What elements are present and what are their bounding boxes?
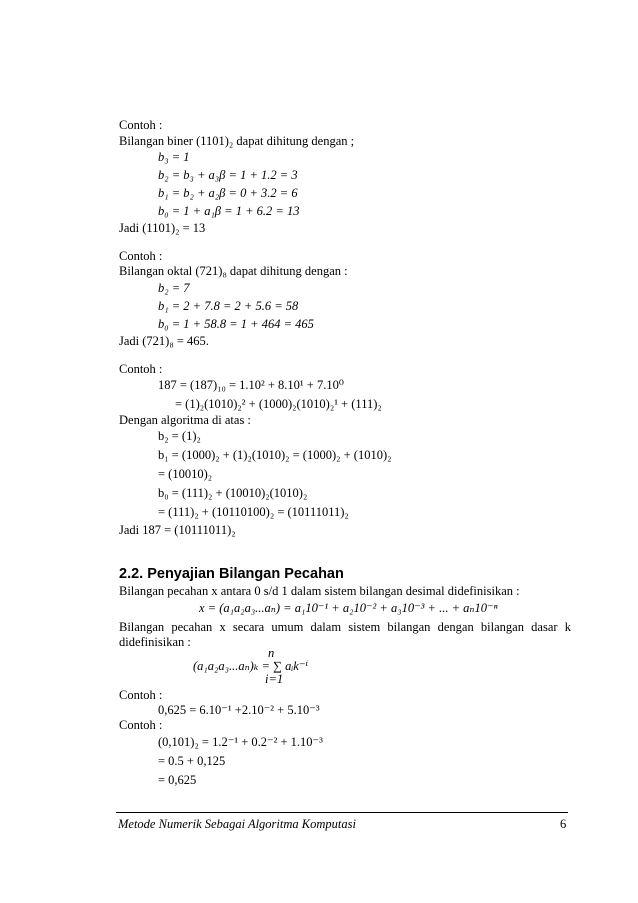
text-line-l04: b₂ = b₃ + a₃β = 1 + 1.2 = 3: [158, 168, 298, 182]
text-line-l37: = 0,625: [158, 773, 197, 787]
text-line-l20: = (10010)₂: [158, 467, 213, 481]
text-line-l33: 0,625 = 6.10⁻¹ +2.10⁻² + 5.10⁻³: [158, 703, 320, 717]
footer-title: Metode Numerik Sebagai Algoritma Komputasi: [118, 817, 356, 831]
text-line-l30: n: [268, 646, 275, 660]
text-line-l05: b₁ = b₂ + a₂β = 0 + 3.2 = 6: [158, 186, 298, 200]
text-line-l25: Bilangan pecahan x antara 0 s/d 1 dalam sistem bilangan desimal didefinisikan :: [119, 584, 520, 598]
text-line-l19: b₁ = (1000)₂ + (1)₂(1010)₂ = (1000)₂ + (1010)₂: [158, 448, 392, 462]
text-line-l21: b₀ = (111)₂ + (10010)₂(1010)₂: [158, 486, 308, 500]
text-line-l17: Dengan algoritma di atas :: [119, 413, 251, 427]
text-line-l02: Bilangan biner (1101)₂ dapat dihitung dengan ;: [119, 134, 355, 148]
text-line-l07: Jadi (1101)₂ = 13: [119, 221, 206, 235]
text-line-l06: b₀ = 1 + a₁β = 1 + 6.2 = 13: [158, 204, 300, 218]
text-line-l12: b₀ = 1 + 58.8 = 1 + 464 = 465: [158, 317, 314, 331]
text-line-l16: = (1)₂(1010)₂² + (1000)₂(1010)₂¹ + (111)₂: [175, 397, 382, 411]
text-line-l13: Jadi (721)₈ = 465.: [119, 334, 209, 348]
text-line-l03: b₃ = 1: [158, 150, 190, 164]
text-line-l26: x = (a₁a₂a₃...aₙ) = a₁10⁻¹ + a₂10⁻² + a₃10⁻³ + ... + aₙ10⁻ⁿ: [199, 601, 498, 615]
text-line-l14: Contoh :: [119, 362, 163, 376]
text-line-l36: = 0.5 + 0,125: [158, 754, 226, 768]
text-line-l23: Jadi 187 = (10111011)₂: [119, 523, 236, 537]
text-line-l15: 187 = (187)₁₀ = 1.10² + 8.10¹ + 7.10⁰: [158, 378, 344, 392]
text-line-l22: = (111)₂ + (10110100)₂ = (10111011)₂: [158, 505, 349, 519]
footer-rule: [116, 812, 568, 813]
text-line-l32: Contoh :: [119, 688, 163, 702]
text-line-l28: didefinisikan :: [119, 635, 191, 649]
text-line-l31: i=1: [265, 672, 284, 686]
text-line-l24: 2.2. Penyajian Bilangan Pecahan: [119, 566, 344, 582]
text-line-l11: b₁ = 2 + 7.8 = 2 + 5.6 = 58: [158, 299, 299, 313]
text-line-l27: Bilangan pecahan x secara umum dalam sistem bilangan dengan bilangan dasar k: [119, 620, 571, 634]
text-line-l18: b₂ = (1)₂: [158, 429, 201, 443]
text-line-l29: (a₁a₂a₃...aₙ)ₖ = ∑ aᵢk⁻ⁱ: [193, 659, 308, 673]
text-line-l09: Bilangan oktal (721)₈ dapat dihitung dengan :: [119, 264, 348, 278]
text-line-l10: b₂ = 7: [158, 281, 190, 295]
page-number: 6: [560, 817, 567, 831]
text-line-l35: (0,101)₂ = 1.2⁻¹ + 0.2⁻² + 1.10⁻³: [158, 735, 323, 749]
text-line-l01: Contoh :: [119, 118, 163, 132]
text-line-l34: Contoh :: [119, 718, 163, 732]
text-line-l08: Contoh :: [119, 249, 163, 263]
